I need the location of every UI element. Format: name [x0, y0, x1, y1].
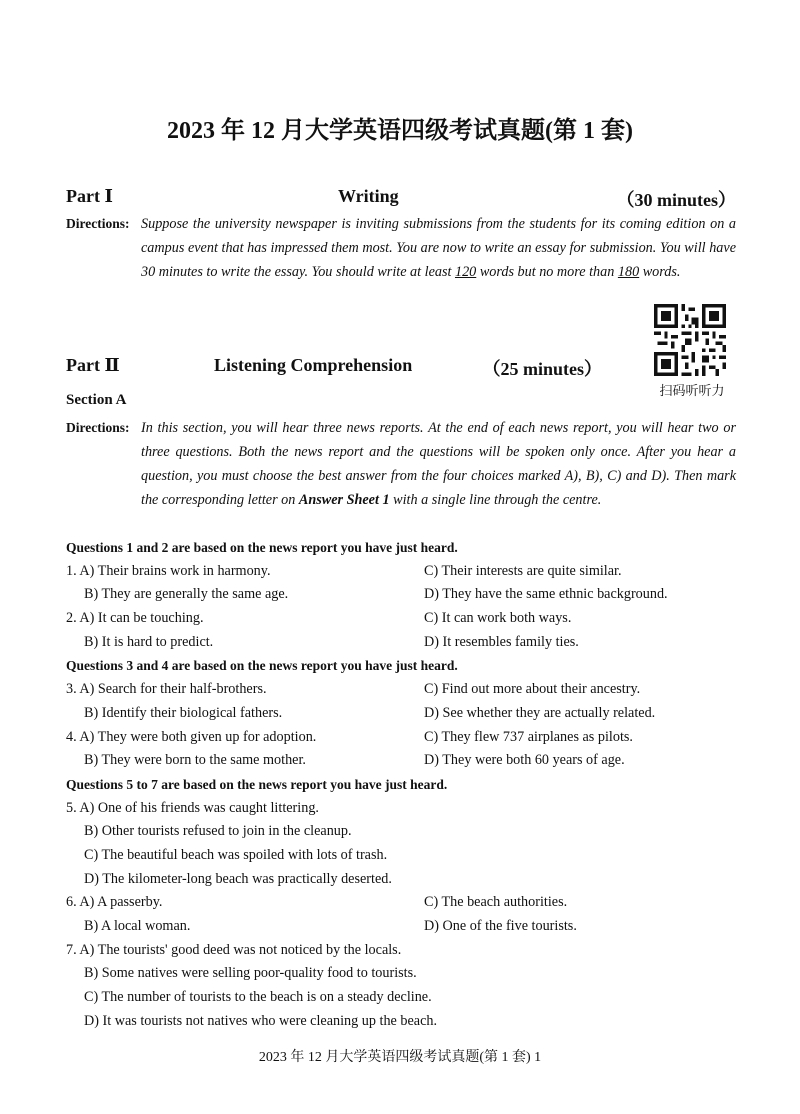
min-words: 120 — [454, 264, 477, 280]
part1-header — [66, 186, 736, 210]
part2-label: Part Ⅱ — [66, 355, 120, 375]
question-row — [66, 868, 746, 892]
section-a-heading: Section A — [66, 392, 127, 408]
answer-option: C) The number of tourists to the beach is on a steady decline. — [84, 989, 432, 1006]
question-row — [66, 678, 746, 702]
answer-option: B) It is hard to predict. — [84, 633, 214, 650]
question-row — [66, 962, 746, 986]
answer-option: D) It resembles family ties. — [424, 633, 579, 650]
answer-option: B) They were born to the same mother. — [84, 752, 306, 769]
question-row — [66, 939, 746, 963]
directions-label: Directions: — [66, 216, 130, 231]
part2-time: （25 minutes） — [482, 359, 602, 379]
answer-option: C) Their interests are quite similar. — [424, 562, 622, 579]
part2-header — [66, 355, 602, 379]
question-row — [66, 583, 746, 607]
answer-option: D) They were both 60 years of age. — [424, 752, 625, 769]
answer-option: C) Find out more about their ancestry. — [424, 681, 641, 698]
question-row — [66, 844, 746, 868]
question-row — [66, 749, 746, 773]
part1-directions-text: Suppose the university newspaper is inviting submissions from the students for its coming edition on a campus event that has impressed them most. You are now to write an essay for submission. You will have 30 minutes to write the essay. You should write at least 120 words but no more than 180 words. — [141, 216, 736, 280]
answer-option: 5. A) One of his friends was caught littering. — [66, 799, 319, 816]
question-list — [66, 536, 746, 1033]
question-row — [66, 607, 746, 631]
answer-sheet-label: Answer Sheet 1 — [298, 492, 390, 508]
answer-option: 3. A) Search for their half-brothers. — [66, 681, 267, 698]
part1-name: Writing — [338, 186, 399, 206]
answer-option: C) The beautiful beach was spoiled with lots of trash. — [84, 846, 388, 863]
answer-option: D) It was tourists not natives who were cleaning up the beach. — [84, 1012, 438, 1029]
page-title: 2023 年 12 月大学英语四级考试真题(第 1 套) — [167, 118, 633, 144]
question-row — [66, 631, 746, 655]
question-row — [66, 560, 746, 584]
answer-option: B) Some natives were selling poor-quality food to tourists. — [84, 965, 417, 982]
answer-option: D) They have the same ethnic background. — [424, 586, 668, 603]
answer-option: C) It can work both ways. — [424, 610, 572, 627]
page-footer: 2023 年 12 月大学英语四级考试真题(第 1 套) 1 — [258, 1050, 542, 1065]
part2-directions — [66, 416, 736, 536]
answer-option: 2. A) It can be touching. — [66, 610, 204, 627]
question-row — [66, 891, 746, 915]
answer-option: B) A local woman. — [84, 918, 191, 934]
part2-directions-text: In this section, you will hear three news reports. At the end of each news report, you will hear two or three questions. Both the news report and the questions will be spoken only once. After you hear a question, you must choose the best answer from the four choices marked A), B), C) and D). Then mark the corresponding letter on Answer Sheet 1 with a single line through the centre. — [141, 420, 736, 508]
part1-label: Part Ⅰ — [66, 186, 113, 206]
qr-code-icon[interactable] — [654, 304, 726, 376]
question-group-heading: Questions 3 and 4 are based on the news report you have just heard. — [66, 658, 458, 674]
part1-directions — [66, 212, 736, 308]
answer-option: B) Identify their biological fathers. — [84, 704, 283, 721]
question-group-heading: Questions 1 and 2 are based on the news report you have just heard. — [66, 540, 458, 555]
question-row — [66, 1010, 746, 1034]
answer-option: 6. A) A passerby. — [66, 894, 163, 911]
part2-name: Listening Comprehension — [214, 355, 413, 375]
answer-option: 7. A) The tourists' good deed was not noticed by the locals. — [66, 941, 402, 958]
answer-option: C) The beach authorities. — [424, 894, 568, 911]
directions-label: Directions: — [66, 420, 130, 435]
answer-option: D) One of the five tourists. — [424, 918, 577, 934]
answer-option: B) Other tourists refused to join in the cleanup. — [84, 823, 352, 840]
part1-time: （30 minutes） — [616, 190, 736, 210]
question-row — [66, 820, 746, 844]
answer-option: C) They flew 737 airplanes as pilots. — [424, 728, 633, 745]
answer-option: 4. A) They were both given up for adoption. — [66, 728, 317, 745]
answer-option: D) See whether they are actually related. — [424, 704, 656, 721]
qr-caption: 扫码听听力 — [659, 384, 725, 399]
max-words: 180 — [617, 264, 640, 280]
question-group-heading: Questions 5 to 7 are based on the news report you have just heard. — [66, 776, 448, 792]
question-row — [66, 986, 746, 1010]
question-row — [66, 797, 746, 821]
answer-option: 1. A) Their brains work in harmony. — [66, 562, 271, 579]
answer-option: D) The kilometer-long beach was practically deserted. — [84, 870, 392, 887]
question-row — [66, 915, 746, 939]
answer-option: B) They are generally the same age. — [84, 586, 289, 603]
question-row — [66, 726, 746, 750]
question-row — [66, 702, 746, 726]
